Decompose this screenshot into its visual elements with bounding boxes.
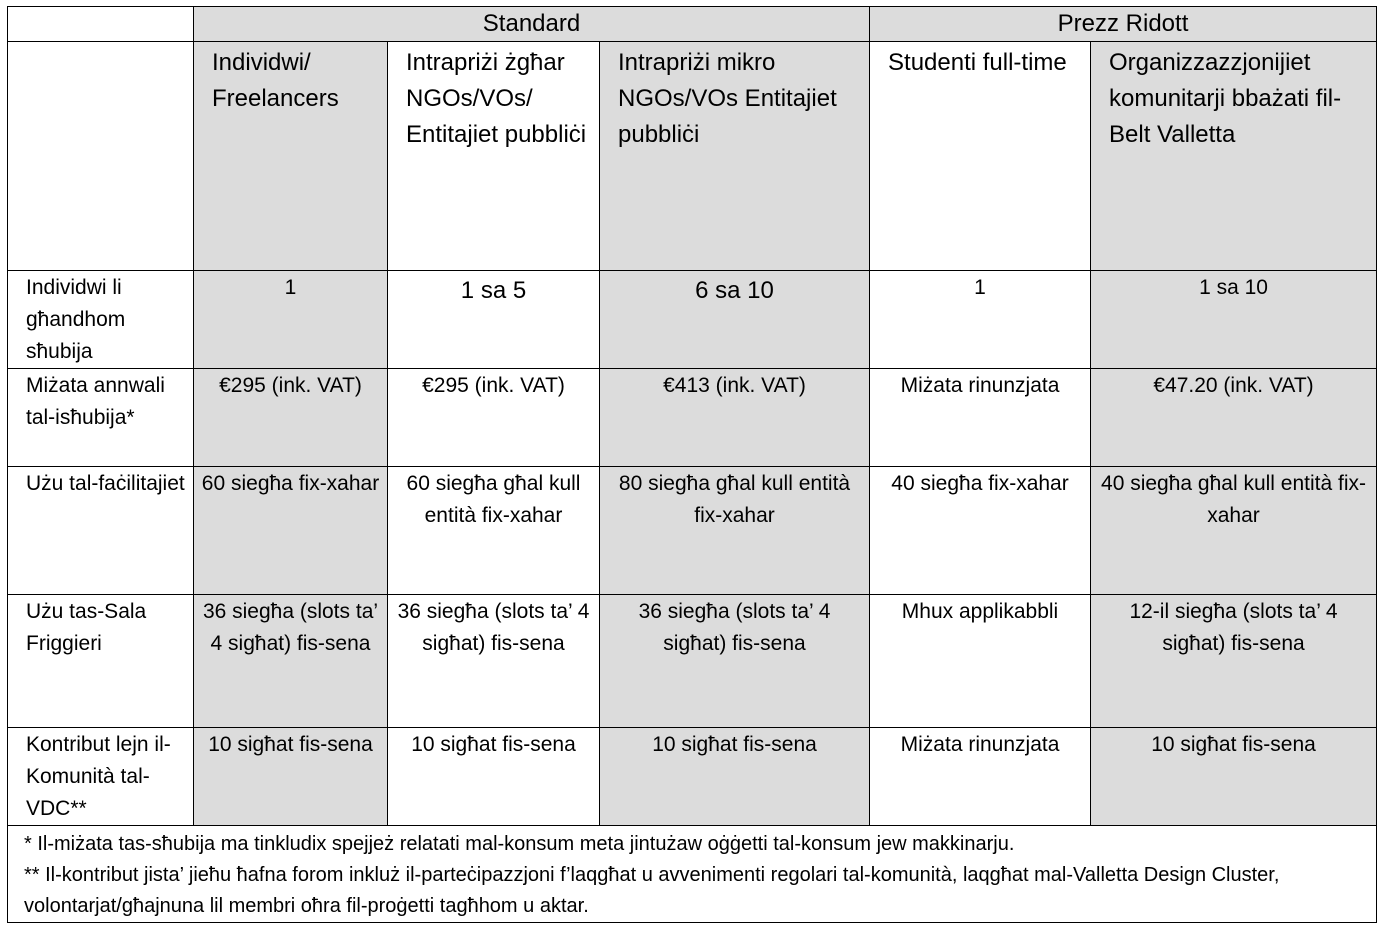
row-label: Użu tal-faċilitajiet [8,467,194,595]
table-cell: 10 sigħat fis-sena [1091,728,1377,826]
footnotes [8,826,1377,923]
notes-row [8,826,1377,923]
table-cell: €295 (ink. VAT) [194,369,388,467]
column-header: Intrapriżi mikro NGOs/VOs Entitajiet pubbliċi [600,42,870,271]
column-header: Studenti full-time [870,42,1091,271]
row-label: Miżata annwali tal-isħubija* [8,369,194,467]
table-cell: 60 siegħa għal kull entità fix-xahar [388,467,600,595]
table-cell: 10 sigħat fis-sena [388,728,600,826]
table-cell: 12-il siegħa (slots ta’ 4 sigħat) fis-sena [1091,595,1377,728]
table-cell: 36 siegħa (slots ta’ 4 sigħat) fis-sena [600,595,870,728]
table-row [8,595,1377,728]
table-cell: 80 siegħa għal kull entità fix-xahar [600,467,870,595]
table-cell: 1 [194,271,388,369]
corner-cell [8,7,194,42]
group-header-row [8,7,1377,42]
group-standard: Standard [194,7,870,42]
table-cell: 36 siegħa (slots ta’ 4 sigħat) fis-sena [194,595,388,728]
table-cell: 60 siegħa fix-xahar [194,467,388,595]
table-cell: 40 siegħa fix-xahar [870,467,1091,595]
column-header-row [8,42,1377,271]
table-cell: 1 sa 5 [388,271,600,369]
table-row [8,728,1377,826]
table-cell: 6 sa 10 [600,271,870,369]
membership-table [7,6,1377,923]
table-cell: €47.20 (ink. VAT) [1091,369,1377,467]
column-header: Intrapriżi żgħar NGOs/VOs/ Entitajiet pubbliċi [388,42,600,271]
table-cell: Miżata rinunzjata [870,728,1091,826]
header-corner-cell [8,42,194,271]
table-row [8,271,1377,369]
row-label: Individwi li għandhom sħubija [8,271,194,369]
table-cell: Mhux applikabbli [870,595,1091,728]
row-label: Użu tas-Sala Friggieri [8,595,194,728]
table-cell: 40 siegħa għal kull entità fix-xahar [1091,467,1377,595]
table-cell: 1 sa 10 [1091,271,1377,369]
table-cell: 36 siegħa (slots ta’ 4 sigħat) fis-sena [388,595,600,728]
table-row [8,467,1377,595]
column-header: Organizzazzjonijiet komunitarji bbażati fil-Belt Valletta [1091,42,1377,271]
table-row [8,369,1377,467]
table-cell: €295 (ink. VAT) [388,369,600,467]
group-reduced-price: Prezz Ridott [870,7,1377,42]
table-cell: Miżata rinunzjata [870,369,1091,467]
footnote-contribution: ** Il-kontribut jista’ jieħu ħafna forom inkluż il-parteċipazzjoni f’laqgħat u avvenimenti regolari tal-komunità, laqgħat mal-Valletta Design Cluster, volontarjat/għajnuna lil membri oħra fil-proġetti tagħhom u aktar. [24,864,1280,917]
table-cell: 10 sigħat fis-sena [194,728,388,826]
footnote-fee: * Il-miżata tas-sħubija ma tinkludix spejjeż relatati mal-konsum meta jintużaw oġġetti tal-konsum jew makkinarju. [24,833,1015,855]
table-cell: €413 (ink. VAT) [600,369,870,467]
row-label: Kontribut lejn il-Komunità tal-VDC** [8,728,194,826]
table-cell: 1 [870,271,1091,369]
column-header: Individwi/ Freelancers [194,42,388,271]
table-cell: 10 sigħat fis-sena [600,728,870,826]
